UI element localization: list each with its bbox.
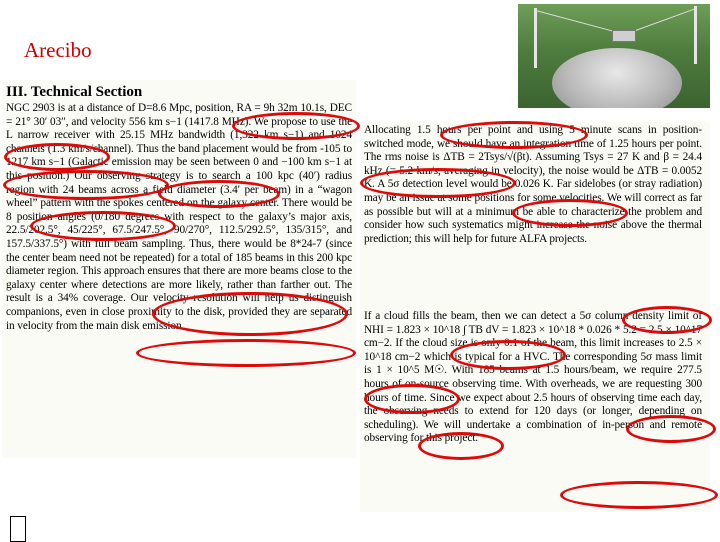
cable-left xyxy=(536,10,614,32)
highlight-300-hours xyxy=(418,432,504,460)
highlight-bandwidth xyxy=(4,143,110,171)
detection-limit-paragraph: If a cloud fills the beam, then we can detect a 5σ column density limit of NHI = 1.823 × 10^18 ∫ TB dV = 1.823 × 10^18 * 0.026 * 5.2 = 2.5 × 10^17 cm−2. If the cloud size is only 0.1 of the beam, this limit increases to 2.5 × 10^18 cm−2 which is typical for a HVC. The corresponding 5σ mass limit is 1 × 10^5 M☉. With 185 beams at 1.5 hours/beam, we require 277.5 hours of on-source observing time. With overheads, we are requesting 300 hours of time. Since we expect about 2.5 hours of observing time each day, the observing needs to extend for 120 days (or longer, depending on scheduling). We will undertake a combination of in-person and remote observing for this project. xyxy=(364,310,702,445)
section-paragraph: NGC 2903 is at a distance of D=8.6 Mpc, position, RA = 9h 32m 10.1s, DEC = 21° 30′ 03″, and velocity 556 km s−1 (1417.8 MHz). We propose to use the L narrow receiver with 25.15 MHz bandwidth (1,322 km s−1) and 1024 channels (1.3 km/s/channel). Thus the band placement would be from -105 to 1217 km s−1 (Galactic emission may be seen between 0 and −100 km s−1 at this position.) Our observing strategy is to search a 100 kpc (40′) radius region with 24 beams across a field diameter (3.4′ per beam) in a “wagon wheel” pattern with the spokes centered on the galaxy center. There would be 8 position angles (0/180 degrees with respect to the galaxy’s major axis, 22.5/202.5°, 45/225°, 67.5/247.5°, 90/270°, 112.5/292.5°, 135/315°, and 157.5/337.5°) with full beam sampling. Thus, there would be 8*24-7 (since the center beam need not be repeated) for a total of 185 beams in this 200 kpc diameter region. This approach ensures that there are more beams close to the galaxy center where detections are more likely, rather than farther out. The result is a 34% coverage. Our velocity resolution will help us distinguish companions, even in close proximity to the disk, provided they are separated in velocity from the main disk emission. xyxy=(6,102,352,332)
highlight-mass-limit xyxy=(364,384,460,414)
receiver-platform xyxy=(612,30,636,42)
highlight-position-angles xyxy=(152,292,348,336)
highlight-tsys xyxy=(360,168,516,198)
section-heading: III. Technical Section xyxy=(6,84,143,100)
highlight-strategy xyxy=(30,211,176,241)
highlight-galactic-emission xyxy=(158,180,280,208)
arecibo-telescope-photo xyxy=(518,4,710,108)
highlight-in-person-remote xyxy=(560,481,718,509)
highlight-hours-per-point xyxy=(440,121,588,149)
text-cursor-box xyxy=(10,516,26,542)
support-tower-right xyxy=(694,6,697,64)
highlight-5sigma-column xyxy=(622,306,712,334)
highlight-narrow-receiver xyxy=(232,112,360,140)
slide-title: Arecibo xyxy=(24,38,92,62)
highlight-overheads xyxy=(626,415,716,443)
noise-paragraph: Allocating 1.5 hours per point and using 5 minute scans in position- switched mode, we should have an integration time of 1.25 hours per point. The rms noise is ΔTB = 2Tsys/√(βt). Assuming Tsys = 27 K and β = 24.4 kHz (= 5.2 km/s, averaging in velocity), the noise would be ΔTB = 0.0052 K. A 5σ detection level would be 0.026 K. Far sidelobes (or stray radiation) may be an issue at some positions for some velocities. We will correct as far as possible but will at a minimum be able to characterize the problem and consider how such systematics might increase the noise above the thermal prediction; this will help for future ALFA projects. xyxy=(364,124,702,245)
highlight-channels xyxy=(3,170,169,200)
cable-right xyxy=(630,9,694,33)
highlight-detection-level xyxy=(512,199,628,227)
highlight-185-beams xyxy=(136,339,356,367)
support-tower-left xyxy=(534,8,537,68)
dish-shape xyxy=(552,48,682,108)
highlight-column-density xyxy=(450,340,566,370)
